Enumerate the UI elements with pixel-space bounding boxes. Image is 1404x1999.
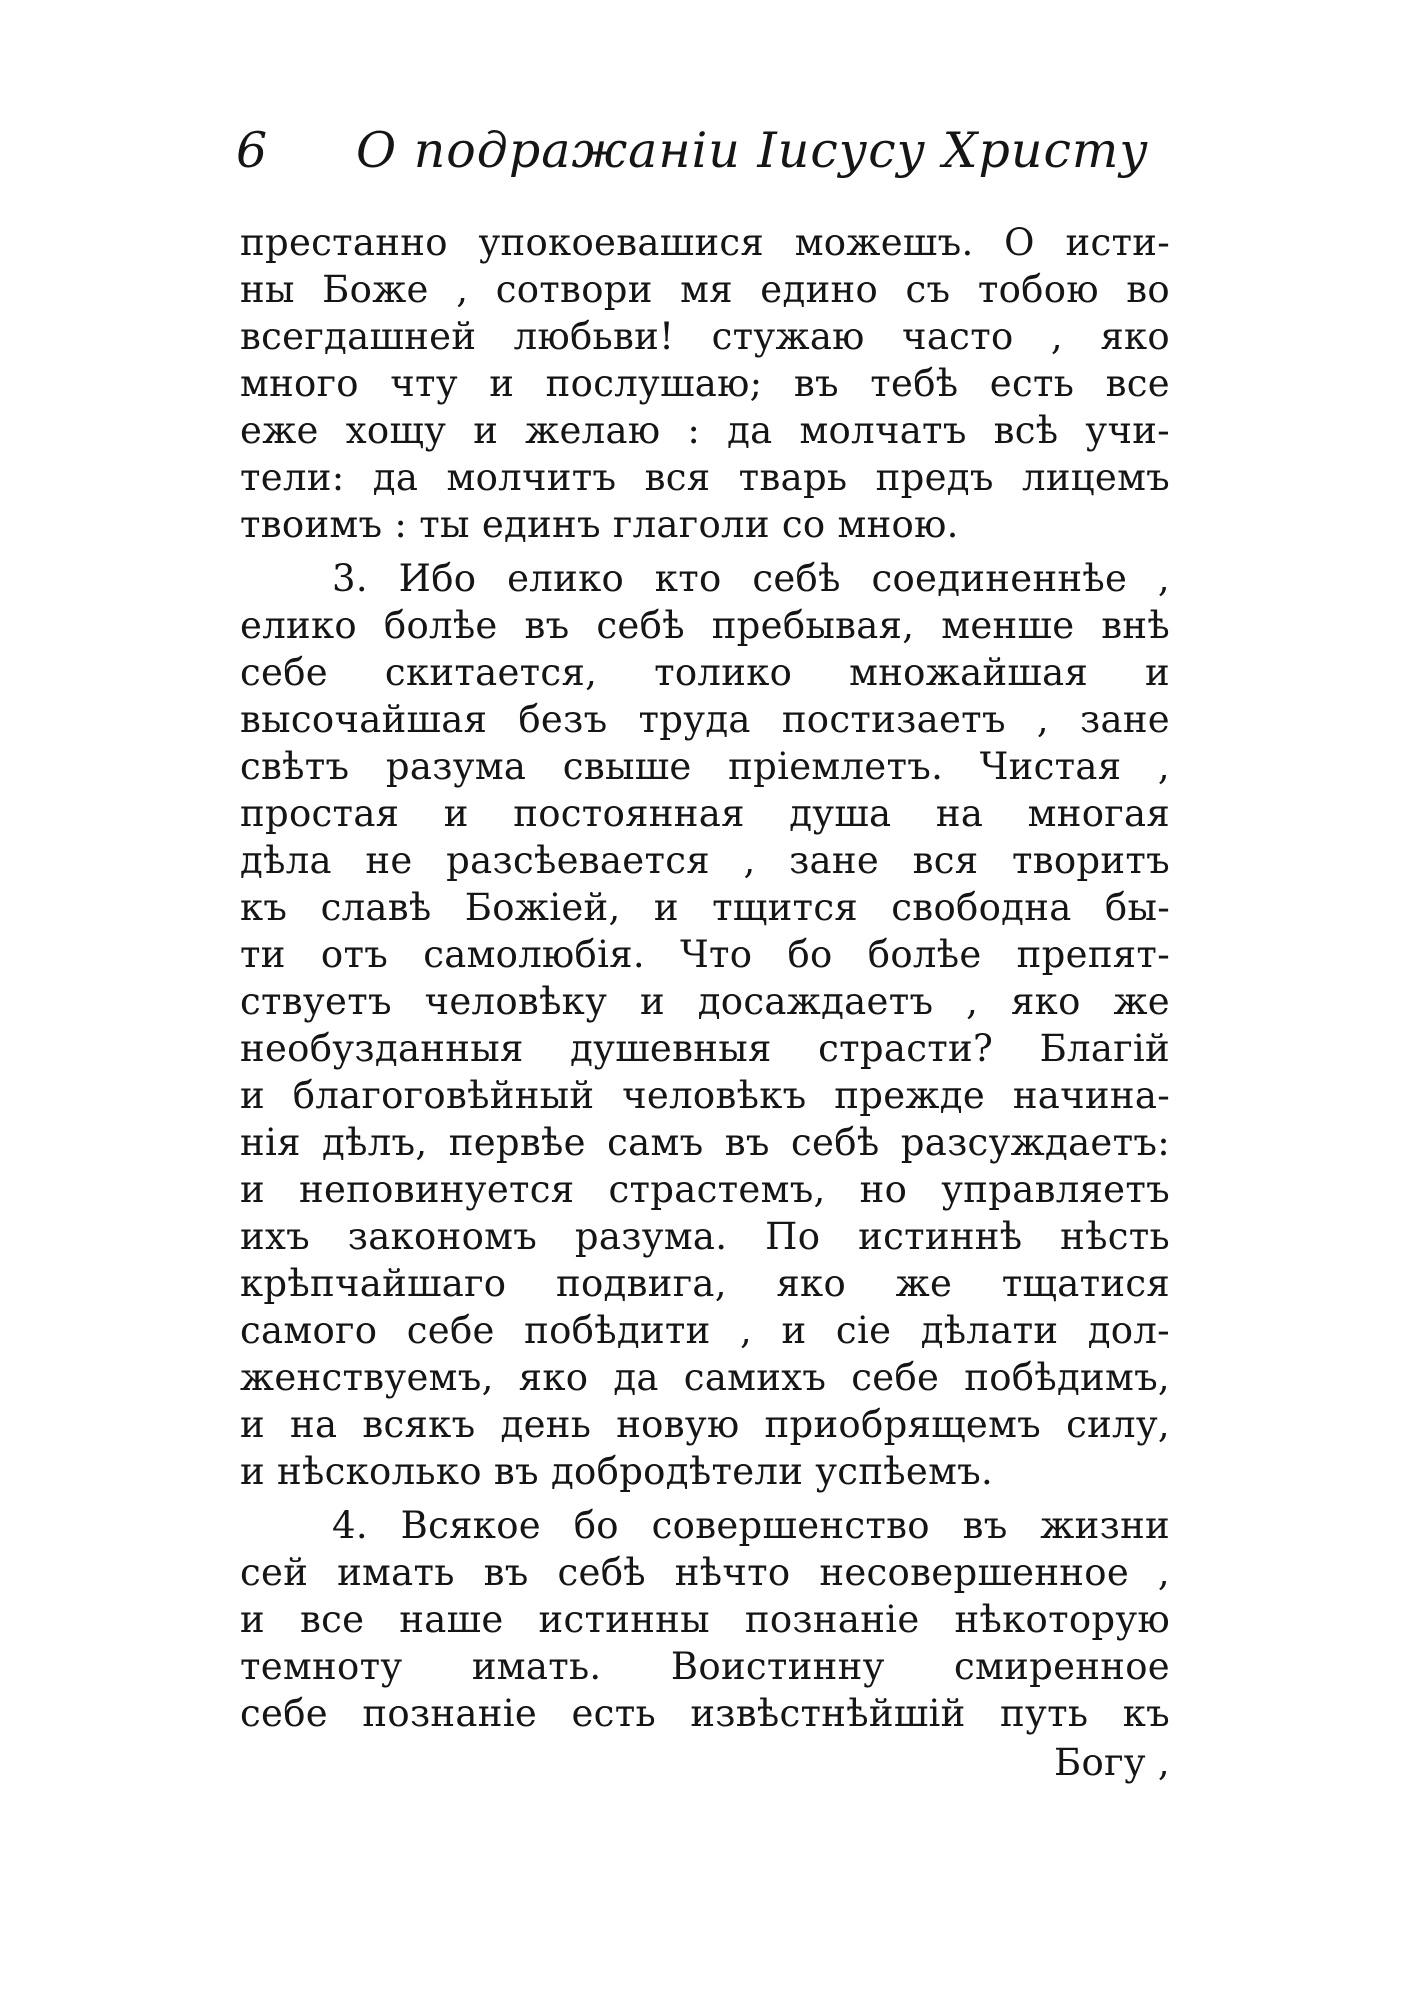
text-line: свѣтъ разума свыше пріемлетъ. Чистая ,	[240, 745, 1170, 788]
text-line: высочайшая безъ труда постизаетъ , зане	[240, 698, 1170, 741]
text-line: себе познаніе есть извѣстнѣйшій путь къ	[240, 1692, 1170, 1735]
text-line: необузданныя душевныя страсти? Благій	[240, 1027, 1170, 1070]
paragraph-4-start: 4. Всякое бо совершенство въ жизни	[332, 1504, 1170, 1547]
text-line: женствуемъ, яко да самихъ себе побѣдимъ,	[240, 1356, 1170, 1399]
text-line: много чту и послушаю; въ тебѣ есть все	[240, 362, 1170, 405]
text-line: себе скитается, толико множайшая и	[240, 651, 1170, 694]
text-line: ихъ закономъ разума. По истиннѣ нѣсть	[240, 1215, 1170, 1258]
running-title: О подражаніи Іисусу Христу	[356, 122, 1149, 179]
text-line: и все наше истинны познаніе нѣкоторую	[240, 1598, 1170, 1641]
text-line: самого себе побѣдити , и сіе дѣлати дол-	[240, 1309, 1170, 1352]
text-line: нія дѣлъ, первѣе самъ въ себѣ разсуждаетъ:	[240, 1121, 1170, 1164]
page-number: 6	[236, 122, 268, 179]
text-line: и благоговѣйный человѣкъ прежде начина-	[240, 1074, 1170, 1117]
text-line: и неповинуется страстемъ, но управляетъ	[240, 1168, 1170, 1211]
text-line: тели: да молчитъ вся тварь предъ лицемъ	[240, 456, 1170, 499]
text-line: престанно упокоевашися можешъ. О исти-	[240, 221, 1170, 264]
catchword: Богу ,	[1054, 1741, 1170, 1784]
text-line: ти отъ самолюбія. Что бо болѣе препят-	[240, 933, 1170, 976]
text-line: простая и постоянная душа на многая	[240, 792, 1170, 835]
text-line: и на всякъ день новую приобрящемъ силу,	[240, 1403, 1170, 1446]
text-line: еже хощу и желаю : да молчатъ всѣ учи-	[240, 409, 1170, 452]
text-line: ны Боже , сотвори мя едино съ тобою во	[240, 268, 1170, 311]
text-line: дѣла не разсѣевается , зане вся творитъ	[240, 839, 1170, 882]
text-line: и нѣсколько въ добродѣтели успѣемъ.	[240, 1450, 994, 1493]
text-line: всегдашней любьви! стужаю часто , яко	[240, 315, 1170, 358]
text-line: твоимъ : ты единъ глаголи со мною.	[240, 503, 959, 546]
text-line: сей имать въ себѣ нѣчто несовершенное ,	[240, 1551, 1170, 1594]
text-line: крѣпчайшаго подвига, яко же тщатися	[240, 1262, 1170, 1305]
text-line: темноту имать. Воистинну смиренное	[240, 1645, 1170, 1688]
running-head	[236, 116, 1149, 186]
text-line: ствуетъ человѣку и досаждаетъ , яко же	[240, 980, 1170, 1023]
text-line: къ славѣ Божіей, и тщится свободна бы-	[240, 886, 1170, 929]
paragraph-3-start: 3. Ибо елико кто себѣ соединеннѣе ,	[332, 557, 1170, 600]
text-line: елико болѣе въ себѣ пребывая, менше внѣ	[240, 604, 1170, 647]
